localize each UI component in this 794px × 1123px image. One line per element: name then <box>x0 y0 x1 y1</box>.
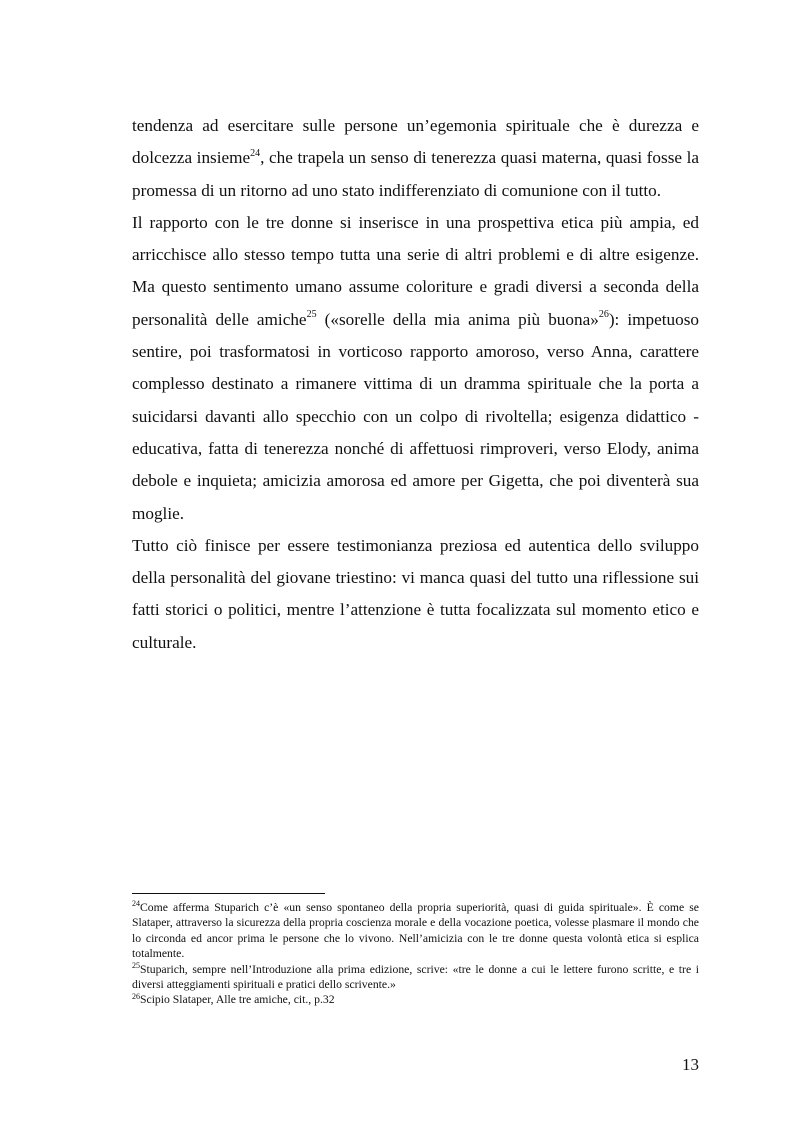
page-number: 13 <box>682 1055 699 1074</box>
footnote-text: Stuparich, sempre nell’Introduzione alla prima edizione, scrive: «tre le donne a cui le lettere furono scritte, e tre i diversi atteggiamenti spirituali e pratici dello scrivente.» <box>132 962 699 992</box>
footnote-number: 24 <box>132 899 140 909</box>
footnote-ref-25[interactable]: 25 <box>306 309 317 321</box>
paragraph-2-text-a: Il rapporto con le tre donne si inserisce in una prospettiva etica più ampia, ed arricchisce allo stesso tempo tutta una serie di altri problemi e di altre esigenze. Ma questo sentimento umano assume coloriture e gradi diversi a seconda della personalità delle amiche <box>132 212 699 329</box>
footnote-ref-24[interactable]: 24 <box>250 147 261 159</box>
paragraph-2-text-b: («sorelle della mia anima più buona» <box>316 309 599 329</box>
footnote-text: Scipio Slataper, Alle tre amiche, cit., p.32 <box>140 993 335 1007</box>
paragraph-1-text-a: tendenza ad esercitare sulle persone un’egemonia spirituale che è durezza e dolcezza insieme <box>132 116 699 168</box>
paragraph-1-text-b: , che trapela un senso di tenerezza quasi materna, quasi fosse la promessa di un ritorno ad uno stato indifferenziato di comunione con il tutto. <box>132 148 699 200</box>
footnote-separator <box>132 893 325 894</box>
footnote-26 <box>132 992 699 1007</box>
footnote-number: 26 <box>132 991 140 1001</box>
paragraph-2-text-c: ): impetuoso sentire, poi trasformatosi in vorticoso rapporto amoroso, verso Anna, carattere complesso destinato a rimanere vittima di un dramma spirituale che la porta a suicidarsi davanti allo specchio con un colpo di rivoltella; esigenza didattico - educativa, fatta di tenerezza nonché di affettuosi rimproveri, verso Elody, anima debole e inquieta; amicizia amorosa ed amore per Gigetta, che poi diventerà sua moglie. <box>132 309 699 523</box>
footnote-24 <box>132 900 699 962</box>
footnote-text: Come afferma Stuparich c’è «un senso spontaneo della propria superiorità, quasi di guida spirituale». È come se Slataper, attraverso la sicurezza della propria coscienza morale e della vocazione poetica, volesse plasmare il mondo che lo circonda ed ancor prima le persone che lo vivono. Nell’amicizia con le tre donne questa volontà etica si esplica totalmente. <box>132 901 699 961</box>
main-text <box>132 110 699 659</box>
footnote-number: 25 <box>132 960 140 970</box>
paragraph-2 <box>132 207 699 530</box>
footnote-25 <box>132 962 699 993</box>
paragraph-1 <box>132 110 699 207</box>
paragraph-3: Tutto ciò finisce per essere testimonianza preziosa ed autentica dello sviluppo della personalità del giovane triestino: vi manca quasi del tutto una riflessione sui fatti storici o politici, mentre l’attenzione è tutta focalizzata sul momento etico e culturale. <box>132 535 699 652</box>
footnotes <box>132 900 699 1008</box>
footnote-ref-26[interactable]: 26 <box>598 309 609 321</box>
